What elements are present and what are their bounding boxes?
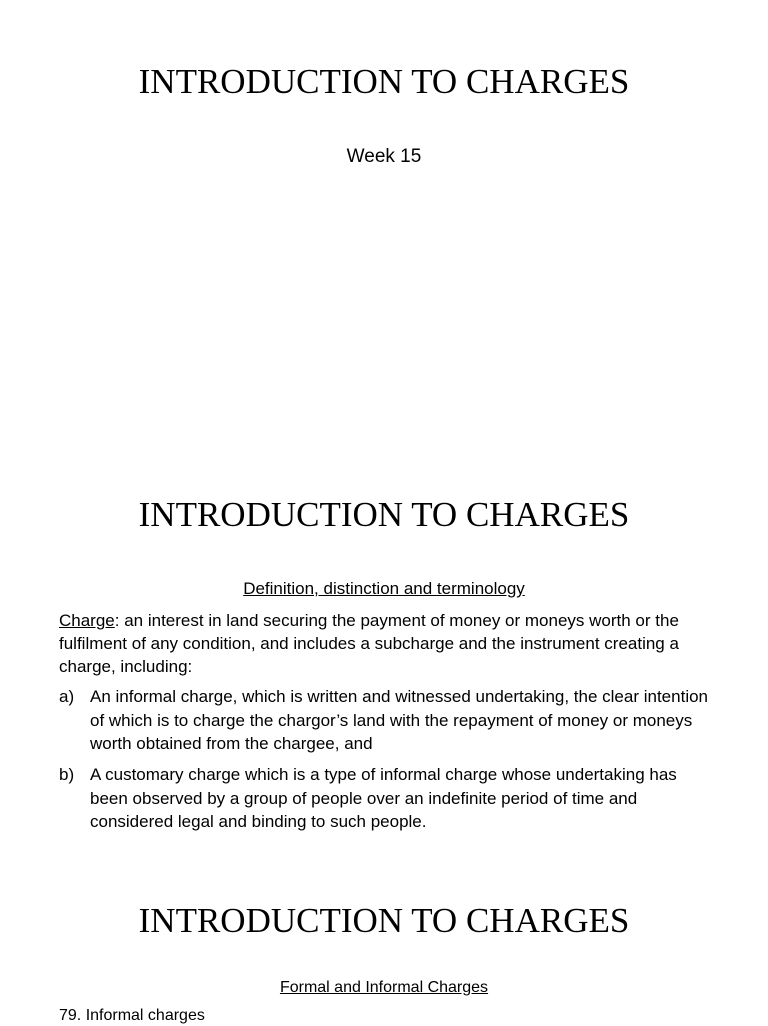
list-marker: b) [59, 765, 75, 784]
list-marker: a) [59, 687, 75, 706]
slide2-title: INTRODUCTION TO CHARGES [138, 495, 630, 534]
definition-text: : an interest in land securing the payment of money or moneys worth or the fulfilment of any condition, and includes a subcharge and the instrument creating a charge, including: [59, 611, 679, 676]
definition-term: Charge [59, 611, 115, 630]
slide1-title: INTRODUCTION TO CHARGES [138, 62, 630, 101]
list-item-text: An informal charge, which is written and witnessed undertaking, the clear intention of which is to charge the chargor’s land with the repayment of money or moneys worth obtained from the chargee, and [90, 687, 709, 753]
slide3-title: INTRODUCTION TO CHARGES [138, 901, 630, 940]
slide3-heading: Formal and Informal Charges [279, 979, 489, 996]
slide2-heading: Definition, distinction and terminology [243, 579, 525, 598]
slide1-subtitle: Week 15 [346, 146, 422, 167]
list-item-b [59, 763, 719, 834]
section-heading: 79. Informal charges [59, 1007, 205, 1024]
list-item-a [59, 685, 719, 756]
charge-definition [59, 609, 719, 678]
list-item-text: A customary charge which is a type of informal charge whose undertaking has been observed by a group of people over an indefinite period of time and considered legal and binding to such people. [90, 765, 677, 831]
